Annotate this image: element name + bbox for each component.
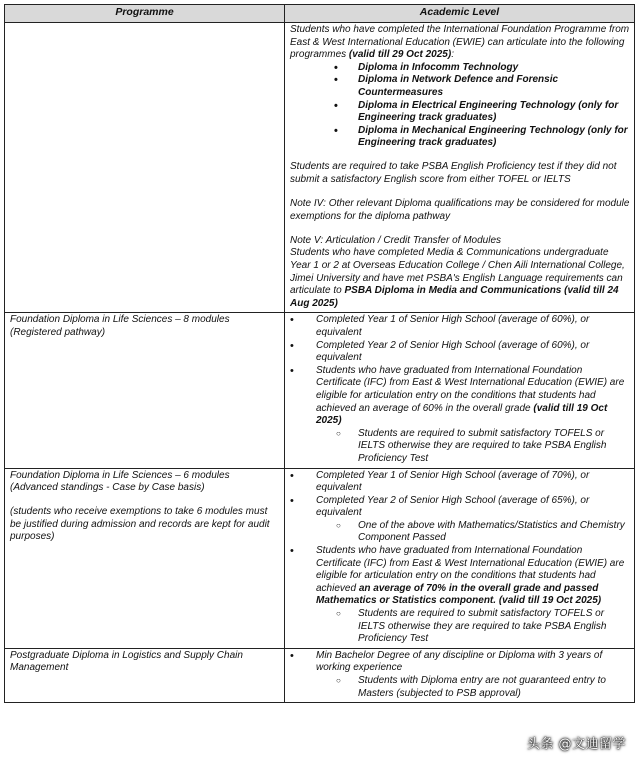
- sub-list: [316, 675, 630, 700]
- requirement-list: [290, 470, 630, 646]
- watermark: 头条 @文迪留学: [526, 737, 626, 753]
- note-v-text: Students who have completed Media & Communications undergraduate Year 1 or 2 at Overseas Education College / Chen Aili International College, Jimei University and have met PSBA's English Language requirements can articulate to PSBA Diploma in Media and Communications (valid till 24 Aug 2025): [290, 247, 625, 309]
- header-academic-level: Academic Level: [285, 5, 635, 23]
- note-iv: Note IV: Other relevant Diploma qualifications may be considered for module exemptions for the diploma pathway: [290, 198, 630, 222]
- sub-list-item: ○ Students with Diploma entry are not guaranteed entry to Masters (subjected to PSB approval): [316, 675, 630, 700]
- requirement-list: [290, 650, 630, 700]
- sub-list: [316, 608, 630, 646]
- programme-cell: [5, 23, 285, 313]
- sub-list: [316, 428, 630, 466]
- note-v-title: Note V: Articulation / Credit Transfer of Modules: [290, 234, 502, 246]
- entry-requirements-table: [4, 4, 635, 703]
- table-row: [5, 313, 635, 468]
- english-requirement-note: Students are required to take PSBA English Proficiency test if they did not submit a satisfactory English score from either TOFEL or IELTS: [290, 161, 617, 186]
- table-row: [5, 468, 635, 648]
- list-item: • Completed Year 1 of Senior High School (average of 60%), or equivalent: [290, 314, 630, 339]
- grade-highlight: an average of 70% in the overall grade and passed Mathematics or Statistics component.: [316, 582, 599, 607]
- academic-level-cell: [285, 648, 635, 702]
- validity-note: (valid till 19 Oct 2025): [316, 402, 608, 427]
- sub-list-item: ○ Students are required to submit satisfactory TOFELS or IELTS otherwise they are required to take PSBA English Proficiency Test: [316, 428, 630, 466]
- list-item: • Min Bachelor Degree of any discipline or Diploma with 3 years of working experience ○ Students with Diploma entry are not guaranteed entry to Masters (subjected to PSB approval): [290, 650, 630, 700]
- sub-list: [316, 520, 630, 545]
- table-header-row: [5, 5, 635, 23]
- programme-cell: Postgraduate Diploma in Logistics and Supply Chain Management: [5, 648, 285, 702]
- list-item: • Diploma in Electrical Engineering Technology (only for Engineering track graduates): [290, 100, 630, 125]
- list-item: • Completed Year 1 of Senior High School (average of 70%), or equivalent: [290, 470, 630, 495]
- diploma-list: [290, 62, 630, 150]
- programme-cell: Foundation Diploma in Life Sciences – 6 modules (Advanced standings - Case by Case basis) (students who receive exemptions to take 6 modules must be justified during admission and records are kept for audit purposes): [5, 468, 285, 648]
- media-diploma-highlight: PSBA Diploma in Media and Communications (valid till 24 Aug 2025): [290, 285, 619, 309]
- list-item: • Completed Year 2 of Senior High School (average of 60%), or equivalent: [290, 340, 630, 365]
- table-row: [5, 23, 635, 313]
- ewie-intro: Students who have completed the International Foundation Programme from East & West International Education (EWIE) can articulate into the following programmes (valid till 29 Oct 2025):: [290, 24, 630, 61]
- list-item: • Completed Year 2 of Senior High School (average of 65%), or equivalent ○ One of the above with Mathematics/Statistics and Chemistry Component Passed: [290, 495, 630, 545]
- list-item: • Students who have graduated from International Foundation Certificate (IFC) from East & West International Education (EWIE) are eligible for articulation entry on the conditions that students had achieved an average of 60% in the overall grade (valid till 19 Oct 2025) ○ Students are required to submit satisfactory TOFELS or IELTS otherwise they are required to take PSBA English Proficiency Test: [290, 365, 630, 466]
- exemption-note: (students who receive exemptions to take 6 modules must be justified during admission and records are kept for audit purposes): [10, 506, 270, 543]
- list-item: • Diploma in Infocomm Technology: [290, 62, 630, 75]
- academic-level-cell: [285, 313, 635, 468]
- sub-list-item: ○ Students are required to submit satisfactory TOFELS or IELTS otherwise they are required to take PSBA English Proficiency Test: [316, 608, 630, 646]
- requirement-list: [290, 314, 630, 465]
- list-item: • Diploma in Network Defence and Forensic Countermeasures: [290, 74, 630, 99]
- programme-cell: Foundation Diploma in Life Sciences – 8 modules (Registered pathway): [5, 313, 285, 468]
- list-item: • Students who have graduated from International Foundation Certificate (IFC) from East & West International Education (EWIE) are eligible for articulation entry on the conditions that students had achieved an average of 70% in the overall grade and passed Mathematics or Statistics component. (valid till 19 Oct 2025) ○ Students are required to submit satisfactory TOFELS or IELTS otherwise they are required to take PSBA English Proficiency Test: [290, 545, 630, 646]
- academic-level-cell: [285, 468, 635, 648]
- header-programme: Programme: [5, 5, 285, 23]
- sub-list-item: ○ One of the above with Mathematics/Statistics and Chemistry Component Passed: [316, 520, 630, 545]
- table-row: [5, 648, 635, 702]
- validity-note: (valid till 19 Oct 2025): [498, 595, 602, 607]
- validity-note: (valid till 29 Oct 2025): [348, 49, 452, 61]
- list-item: • Diploma in Mechanical Engineering Technology (only for Engineering track graduates): [290, 125, 630, 150]
- academic-level-cell: [285, 23, 635, 313]
